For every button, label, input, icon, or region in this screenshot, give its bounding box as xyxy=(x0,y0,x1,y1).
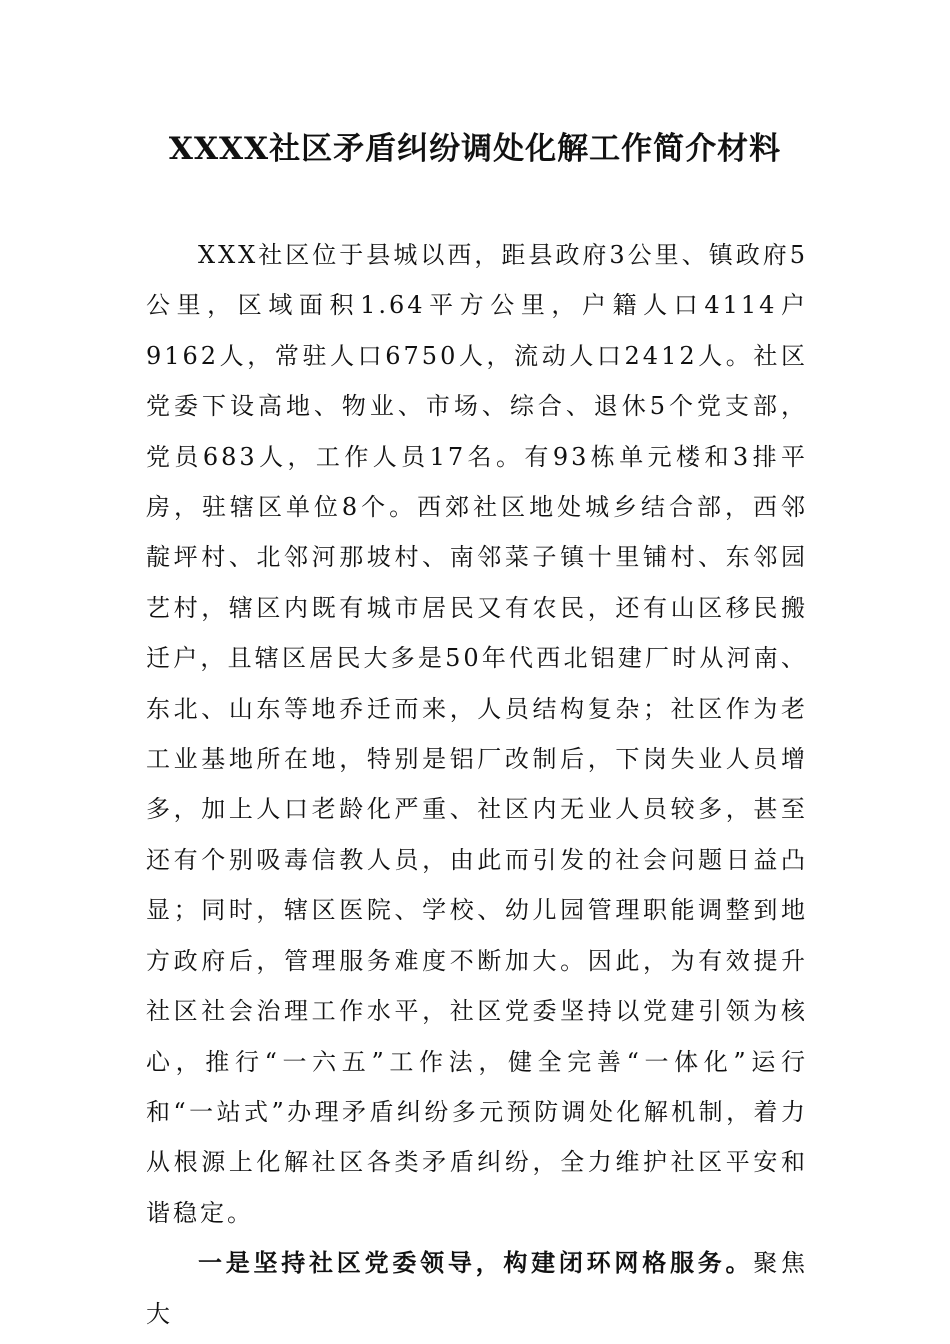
paragraph-text: 聚焦大 xyxy=(146,1249,809,1328)
paragraph-intro xyxy=(146,230,808,1238)
document-body xyxy=(146,230,808,1339)
paragraph-lead: 一是坚持社区党委领导，构建闭环网格服务。 xyxy=(198,1248,754,1278)
document-title: XXXX社区矛盾纠纷调处化解工作简介材料 xyxy=(168,131,782,167)
paragraph-text: XXX社区位于县城以西，距县政府3公里、镇政府5公里，区域面积1.64平方公里，户籍人口4114户9162人，常驻人口6750人，流动人口2412人。社区党委下设高地、物业、市场、综合、退休5个党支部，党员683人，工作人员17名。有93栋单元楼和3排平房，驻辖区单位8个。西郊社区地处城乡结合部，西邻靛坪村、北邻河那坡村、南邻菜子镇十里铺村、东邻园艺村，辖区内既有城市居民又有农民，还有山区移民搬迁户，且辖区居民大多是50年代西北铝建厂时从河南、东北、山东等地乔迁而来，人员结构复杂；社区作为老工业基地所在地，特别是铝厂改制后，下岗失业人员增多，加上人口老龄化严重、社区内无业人员较多，甚至还有个别吸毒信教人员，由此而引发的社会问题日益凸显；同时，辖区医院、学校、幼儿园管理职能调整到地方政府后，管理服务难度不断加大。因此，为有效提升社区社会治理工作水平，社区党委坚持以党建引领为核心，推行“一六五”工作法，健全完善“一体化”运行和“一站式”办理矛盾纠纷多元预防调处化解机制，着力从根源上化解社区各类矛盾纠纷，全力维护社区平安和谐稳定。 xyxy=(146,241,808,1227)
paragraph-point-one xyxy=(146,1238,808,1339)
